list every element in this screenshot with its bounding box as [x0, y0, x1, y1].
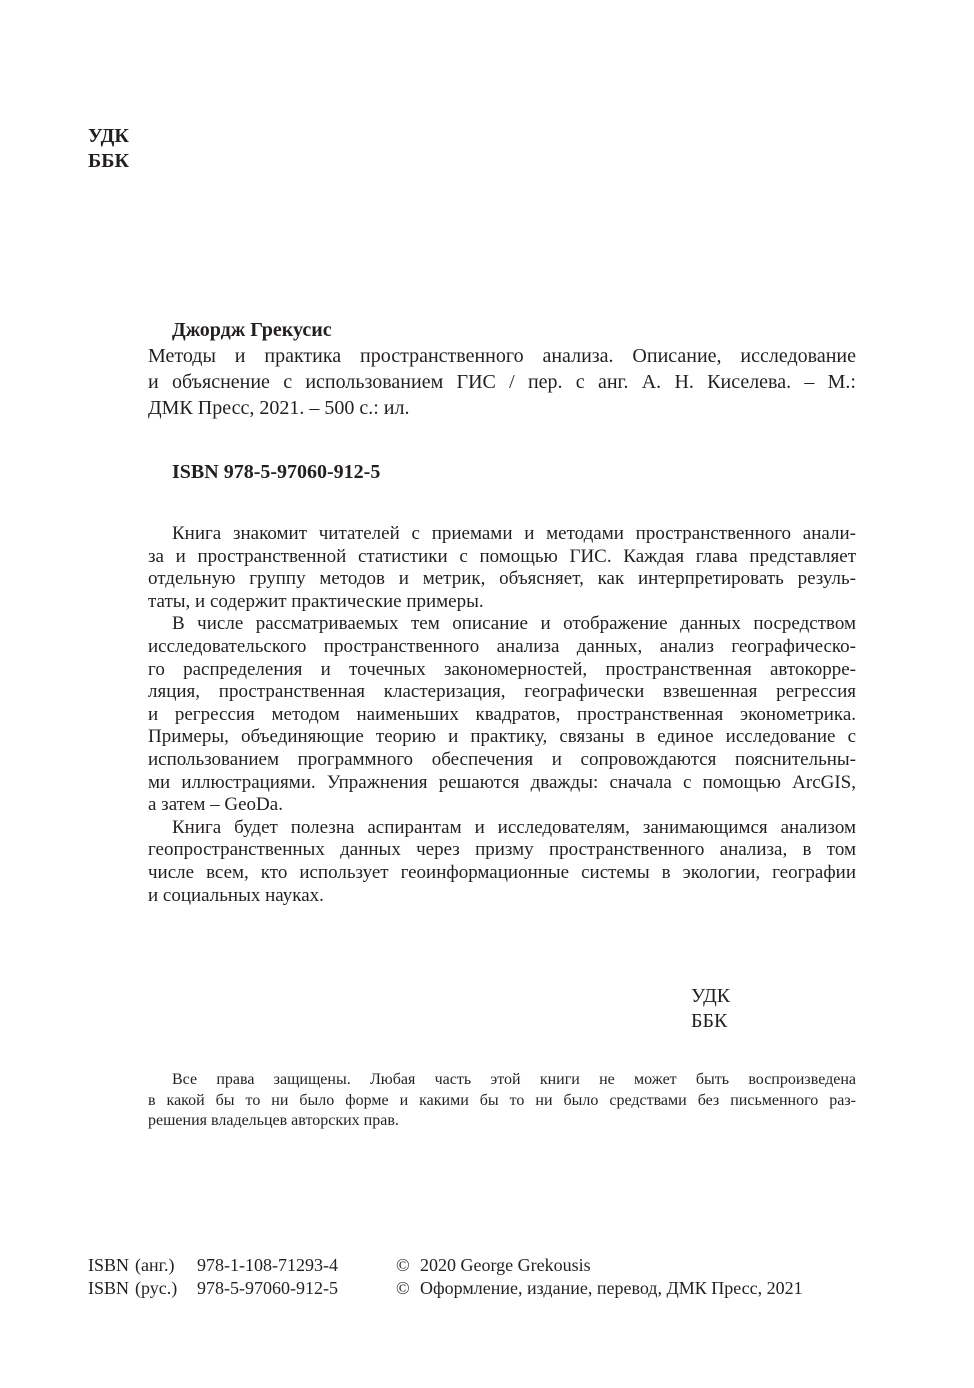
copyright-row	[396, 1277, 803, 1300]
rights-line: решения владельцев авторских прав.	[148, 1112, 399, 1129]
copyright-text: Оформление, издание, перевод, ДМК Пресс, 2021	[420, 1278, 803, 1298]
copyright-text: 2020 George Grekousis	[420, 1255, 591, 1275]
annotation-line: Примеры, объединяющие теорию и практику, связаны в единое исследование с	[148, 726, 856, 748]
udk-label: УДК	[691, 985, 731, 1007]
annotation-line: использованием программного обеспечения и сопровождаются пояснительны-	[148, 748, 856, 770]
annotation-line: таты, и содержит практические примеры.	[148, 590, 484, 612]
annotation-line: за и пространственной статистики с помощью ГИС. Каждая глава представляет	[148, 545, 856, 567]
bibliographic-description	[148, 343, 856, 421]
annotation-line: Книга знакомит читателей с приемами и методами пространственного анали-	[172, 523, 856, 544]
annotation-line: числе всем, кто использует геоинформационные системы в экологии, географии	[148, 861, 856, 883]
copyright-icon: ©	[396, 1255, 410, 1275]
isbn-number: 978-5-97060-912-5	[197, 1278, 338, 1298]
isbn-label: ISBN	[88, 1255, 130, 1275]
isbn-label: ISBN	[88, 1278, 130, 1298]
biblio-line: ДМК Пресс, 2021. – 500 с.: ил.	[148, 397, 410, 419]
isbn-row	[88, 1254, 338, 1277]
annotation-line: Книга будет полезна аспирантам и исследователям, занимающимся анализом	[172, 816, 856, 838]
copyright-icon: ©	[396, 1278, 410, 1298]
isbn-main: ISBN 978-5-97060-912-5	[172, 461, 381, 483]
biblio-line: и объяснение с использованием ГИС / пер. с анг. А. Н. Киселева. – М.:	[148, 371, 856, 393]
annotation-line: исследовательского пространственного анализа данных, анализ географическо-	[148, 635, 856, 657]
annotation-line: геопространственных данных через призму пространственного анализа, в том	[148, 839, 856, 861]
annotation-line: отдельную группу методов и метрик, объясняет, как интерпретировать резуль-	[148, 568, 856, 590]
isbn-list	[88, 1254, 338, 1300]
annotation	[148, 523, 856, 907]
isbn-language: (рус.)	[135, 1278, 178, 1298]
isbn-row	[88, 1277, 338, 1300]
annotation-line: и социальных науках.	[148, 884, 324, 906]
copyright-list	[396, 1254, 803, 1300]
classification-codes-top	[88, 124, 129, 174]
udk-label: УДК	[88, 125, 129, 147]
rights-line: Все права защищены. Любая часть этой книги не может быть воспроизведена	[172, 1071, 856, 1088]
isbn-number: 978-1-108-71293-4	[197, 1255, 338, 1275]
annotation-paragraph	[148, 817, 856, 907]
author-name: Джордж Грекусис	[172, 319, 332, 341]
annotation-line: ми иллюстрациями. Упражнения решаются дважды: сначала с помощью ArcGIS,	[148, 771, 856, 793]
biblio-line: Методы и практика пространственного анализа. Описание, исследование	[148, 345, 856, 367]
rights-notice	[148, 1070, 856, 1132]
annotation-line: В числе рассматриваемых тем описание и отображение данных посредством	[172, 613, 856, 635]
annotation-line: и регрессия методом наименьших квадратов, пространственная эконометрика.	[148, 703, 856, 725]
isbn-language: (анг.)	[135, 1255, 175, 1275]
annotation-line: ляция, пространственная кластеризация, географически взвешенная регрессия	[148, 681, 856, 703]
copyright-row	[396, 1254, 803, 1277]
bbk-label: ББК	[88, 150, 129, 172]
annotation-paragraph	[148, 523, 856, 613]
rights-line: в какой бы то ни было форме и какими бы то ни было средствами без письменного раз-	[148, 1091, 856, 1109]
annotation-line: го распределения и точечных закономерностей, пространственная автокорре-	[148, 658, 856, 680]
classification-codes-bottom	[691, 984, 730, 1034]
annotation-paragraph	[148, 613, 856, 816]
bbk-label: ББК	[691, 1010, 728, 1032]
annotation-line: а затем – GeoDa.	[148, 794, 283, 816]
